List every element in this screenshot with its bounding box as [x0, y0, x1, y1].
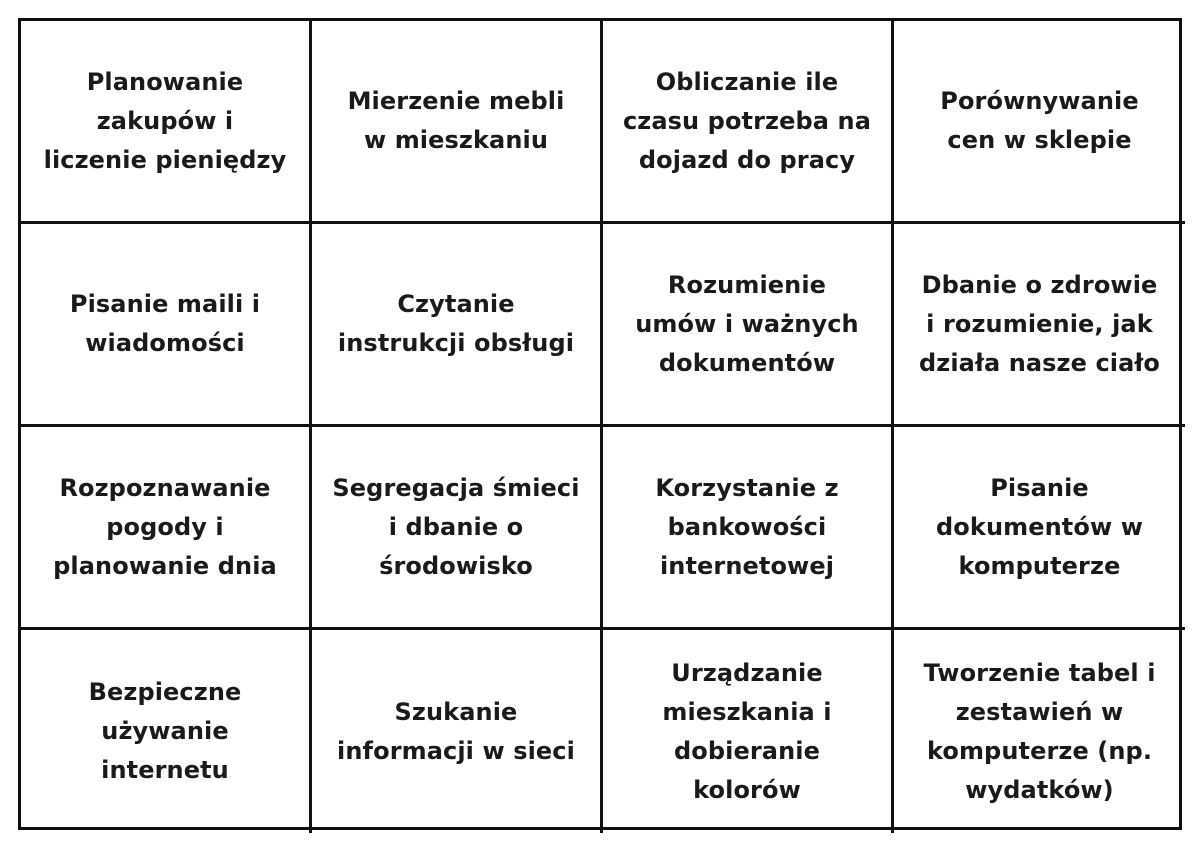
cell-text: Segregacja śmieci i dbanie o środowisko [332, 473, 580, 580]
grid-cell [603, 427, 894, 630]
grid-cell [21, 427, 312, 630]
cell-text: Urządzanie mieszkania i dobieranie kolorów [662, 658, 832, 804]
cell-text: Dbanie o zdrowie i rozumienie, jak działa nasze ciało [918, 270, 1161, 377]
grid-cell [894, 427, 1185, 630]
grid-cell [312, 427, 603, 630]
cell-text: Porównywanie cen w sklepie [940, 87, 1139, 154]
grid-cell [603, 224, 894, 427]
cell-text: Czytanie instrukcji obsługi [337, 290, 575, 357]
grid-cell [894, 224, 1185, 427]
grid-cell [312, 630, 603, 833]
grid-cell [312, 21, 603, 224]
activity-grid [18, 18, 1182, 830]
cell-text: Planowanie zakupów i liczenie pieniędzy [43, 67, 287, 174]
cell-text: Mierzenie mebli w mieszkaniu [347, 87, 565, 154]
grid-cell [21, 224, 312, 427]
grid-cell [21, 21, 312, 224]
cell-text: Obliczanie ile czasu potrzeba na dojazd do pracy [622, 67, 872, 174]
grid-cell [603, 21, 894, 224]
cell-text: Rozpoznawanie pogody i planowanie dnia [53, 473, 277, 580]
cell-text: Pisanie dokumentów w komputerze [936, 473, 1143, 580]
cell-text: Tworzenie tabel i zestawień w komputerze (np. wydatków) [923, 658, 1156, 804]
cell-text: Szukanie informacji w sieci [337, 697, 575, 765]
grid-cell [894, 630, 1185, 833]
cell-text: Korzystanie z bankowości internetowej [655, 473, 839, 580]
cell-text: Bezpieczne używanie internetu [88, 678, 242, 784]
grid-cell [603, 630, 894, 833]
grid-cell [21, 630, 312, 833]
cell-text: Pisanie maili i wiadomości [69, 290, 261, 357]
cell-text: Rozumienie umów i ważnych dokumentów [635, 270, 859, 377]
grid-cell [894, 21, 1185, 224]
grid-cell [312, 224, 603, 427]
